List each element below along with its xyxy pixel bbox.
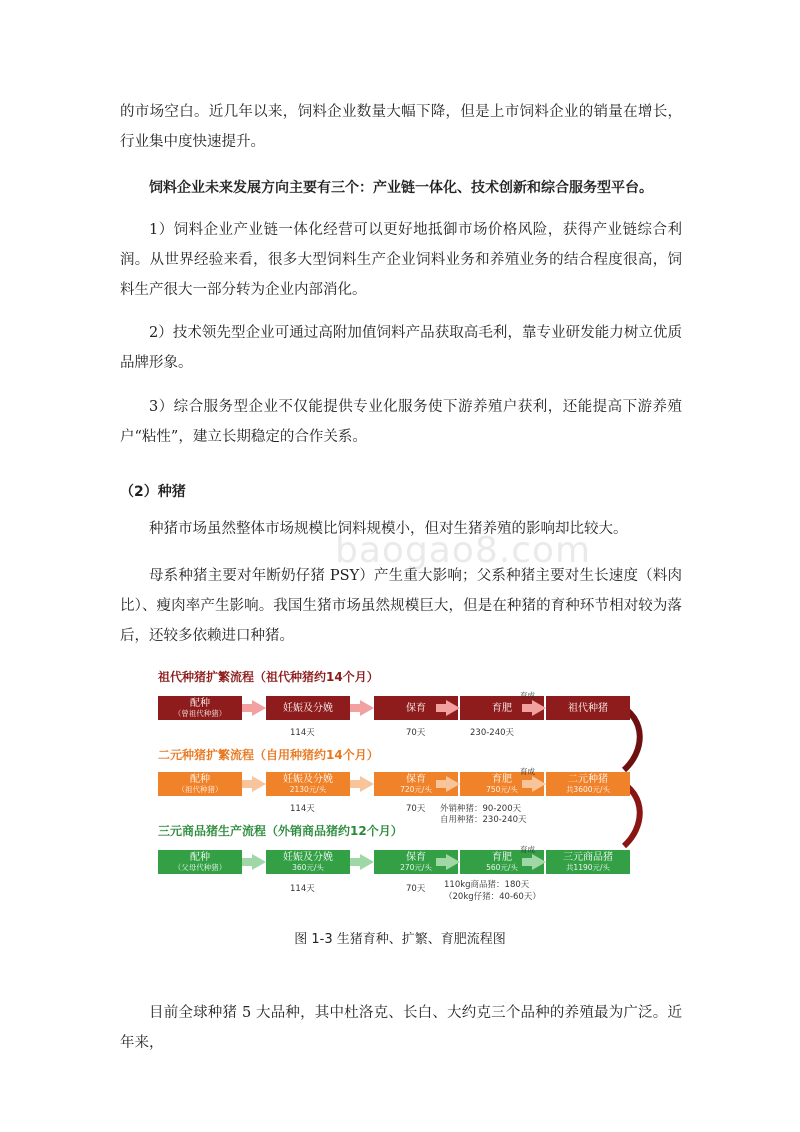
row2-duration-2: 70天: [406, 804, 426, 814]
row3-title: 三元商品猪生产流程（外销商品猪约12个月）: [158, 824, 403, 838]
watermark: baogao8.com: [335, 530, 592, 571]
row3-arrow-3: [446, 854, 460, 870]
row2-arrow-3: [446, 776, 460, 792]
row2-note: 育成: [520, 767, 535, 776]
row1-duration-3: 230-240天: [470, 728, 515, 738]
row3-box-4: 育肥 560元/头: [460, 850, 544, 874]
row1-box-4: 育肥: [460, 696, 544, 720]
row2-box-1: 配种 （祖代种猪）: [158, 772, 242, 796]
row2-arrow-2: [360, 776, 374, 792]
paragraph-3: 1）饲料企业产业链一体化经营可以更好地抵御市场价格风险，获得产业链综合利润。从世界经验来看，很多大型饲料生产企业饲料业务和养殖业务的结合程度很高，饲料生产很大一部分转为企业内部消化。: [120, 222, 682, 298]
row2-box-4: 育肥 750元/头: [460, 772, 544, 796]
row2-extra-2: 自用种猪：230-240天: [440, 815, 527, 825]
row2-box-2: 妊娠及分娩 2130元/头: [266, 772, 350, 796]
row1-duration-2: 70天: [406, 728, 426, 738]
row3-duration-1: 114天: [290, 884, 315, 894]
paragraph-7: 母系种猪主要对年断奶仔猪 PSY）产生重大影响；父系种猪主要对生长速度（料肉比）、瘦肉率产生影响。我国生猪市场虽然规模巨大，但是在种猪的育种环节相对较为落后，还较多依赖进口种猪。: [120, 568, 682, 644]
row3-note: 育成: [520, 845, 535, 854]
paragraph-4: 2）技术领先型企业可通过高附加值饲料产品获取高毛利，靠专业研发能力树立优质品牌形象。: [120, 325, 682, 371]
row3-box-1: 配种 （父母代种猪）: [158, 850, 242, 874]
row1-title: 祖代种猪扩繁流程（祖代种猪约14个月）: [158, 670, 379, 684]
row1-box-2: 妊娠及分娩: [266, 696, 350, 720]
row3-box-5: 三元商品猪 共1190元/头: [546, 850, 630, 874]
row3-extra-1: 110kg商品猪：180天: [444, 880, 530, 890]
paragraph-8: 目前全球种猪 5 大品种，其中杜洛克、长白、大约克三个品种的养殖最为广泛。近年来，: [120, 1005, 682, 1051]
row2-box-3: 保育 720元/头: [374, 772, 458, 796]
row2-box-5: 二元种猪 共3600元/头: [546, 772, 630, 796]
row3-box-3: 保育 270元/头: [374, 850, 458, 874]
row3-arrow-4: [532, 854, 546, 870]
row3-extra-2: （20kg仔猪：40-60天）: [444, 892, 541, 902]
row2-arrow-4: [532, 776, 546, 792]
row1-arrow-2: [360, 700, 374, 716]
paragraph-2-bold: 饲料企业未来发展方向主要有三个：产业链一体化、技术创新和综合服务型平台。: [149, 180, 653, 196]
row1-arrow-4: [532, 700, 546, 716]
row1-duration-1: 114天: [290, 728, 315, 738]
row3-duration-2: 70天: [406, 884, 426, 894]
row1-box-3: 保育: [374, 696, 458, 720]
paragraph-5: 3）综合服务型企业不仅能提供专业化服务使下游养殖户获利，还能提高下游养殖户“粘性”，建立长期稳定的合作关系。: [120, 399, 682, 445]
paragraph-6: 种猪市场虽然整体市场规模比饲料规模小，但对生猪养殖的影响却比较大。: [149, 521, 628, 537]
row1-note: 育成: [520, 691, 535, 700]
flow-diagram: [148, 660, 652, 910]
row2-extra-1: 外销种猪：90-200天: [440, 804, 522, 814]
row3-arrow-1: [252, 854, 266, 870]
row2-arrow-1: [252, 776, 266, 792]
row1-box-1: 配种 （曾祖代种猪）: [158, 696, 242, 720]
row1-arrow-1: [252, 700, 266, 716]
paragraph-1: 的市场空白。近几年以来，饲料企业数量大幅下降，但是上市饲料企业的销量在增长，行业集中度快速提升。: [120, 104, 682, 150]
row2-title: 二元种猪扩繁流程（自用种猪约14个月）: [158, 748, 379, 762]
row3-box-2: 妊娠及分娩 360元/头: [266, 850, 350, 874]
row2-duration-1: 114天: [290, 804, 315, 814]
row3-arrow-2: [360, 854, 374, 870]
row1-box-5: 祖代种猪: [546, 696, 630, 720]
figure-caption: 图 1-3 生猪育种、扩繁、育肥流程图: [294, 932, 506, 947]
section-heading: （2）种猪: [120, 484, 186, 500]
row1-arrow-3: [446, 700, 460, 716]
